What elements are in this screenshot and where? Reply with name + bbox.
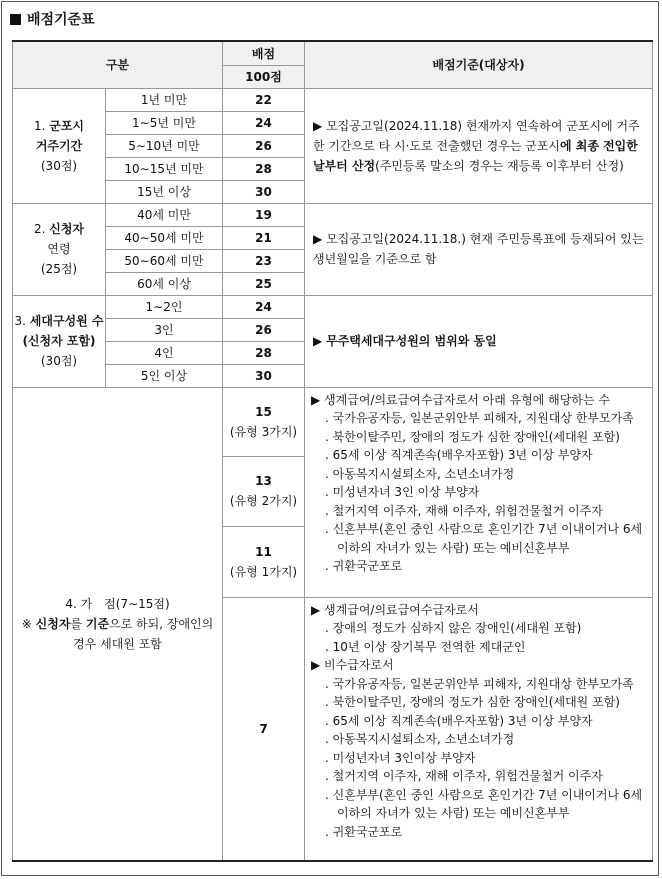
row-item: 1∼2인: [106, 295, 223, 318]
list-item: . 신혼부부(혼인 중인 사람으로 혼인기간 7년 이내이거나 6세: [325, 787, 643, 802]
list-item: . 아동복지시설퇴소자, 소년소녀가정: [325, 732, 515, 746]
bonus-score-7: 7: [223, 597, 305, 861]
table-row: [13, 295, 653, 318]
bonus-score-13: 13 (유형 2가지): [223, 456, 305, 526]
row-score: 24: [223, 111, 305, 134]
row-score: 26: [223, 318, 305, 341]
row-item: 40세 미만: [106, 203, 223, 226]
row-item: 3인: [106, 318, 223, 341]
list-item: . 국가유공자등, 일본군위안부 피해자, 지원대상 한부모가족: [325, 411, 634, 425]
score-table: [12, 40, 653, 862]
row-score: 25: [223, 272, 305, 295]
row-score: 30: [223, 180, 305, 203]
row-item: 15년 이상: [106, 180, 223, 203]
list-item: . 철거지역 이주자, 재해 이주자, 위험건물철거 이주자: [325, 769, 603, 783]
list-item: . 북한이탈주민, 장애의 정도가 심한 장애인(세대원 포함): [325, 429, 620, 444]
bonus-score-11: 11 (유형 1가지): [223, 526, 305, 597]
list-item: . 신혼부부(혼인 중인 사람으로 혼인기간 7년 이내이거나 6세: [325, 522, 643, 536]
row-item: 1∼5년 미만: [106, 111, 223, 134]
row-score: 21: [223, 226, 305, 249]
row-item: 5∼10년 미만: [106, 134, 223, 157]
bonus-score-15: 15 (유형 3가지): [223, 387, 305, 456]
row-item: 5인 이상: [106, 364, 223, 387]
section-residence-label: 1. 군포시 거주기간 (30점): [13, 88, 106, 203]
row-score: 22: [223, 88, 305, 111]
list-item-continued: 이하의 자녀가 있는 사람) 또는 예비신혼부부: [337, 540, 570, 555]
table-row: [13, 203, 653, 226]
section-household-criteria: ▶ 무주택세대구성원의 범위와 동일: [305, 295, 653, 387]
list-item: . 65세 이상 직계존속(배우자포함) 3년 이상 부양자: [325, 448, 593, 462]
section-household-label: 3. 세대구성원 수 (신청자 포함) (30점): [13, 295, 106, 387]
row-item: 1년 미만: [106, 88, 223, 111]
row-item: 40∼50세 미만: [106, 226, 223, 249]
list-item: . 장애의 정도가 심하지 않은 장애인(세대원 포함): [325, 621, 582, 635]
row-item: 10∼15년 미만: [106, 157, 223, 180]
list-item: . 귀환국군포로: [325, 824, 403, 839]
bonus-list-others: ▶ 생계급여/의료급여수급자로서 . 장애의 정도가 심하지 않은 장애인(세대원 포함) . 10년 이상 장기복무 전역한 제대군인 ▶ 비수급자로서 . 국가유공자등, 일본군위안부 피해자, 지원대상 한부모가족 . 북한이탈주민, 장애의 정도가 심한 장애인(세대원 포함) . 65세 이상 직계존속(배우자포함) 3년 이상 부양자 . 아동복지시설퇴소자, 소년소녀가정 . 미성년자녀 3인이상 부양자 . 철거지역 이주자, 재해 이주자, 위험건물철거 이주자 . 신혼부부(혼인 중인 사람으로 혼인기간 7년 이내이거나 6세 이하의 자녀가 있는 사람) 또는 예비신혼부부 . 귀환국군포로: [305, 597, 653, 861]
header-score-total: 100점: [223, 65, 305, 88]
row-item: 4인: [106, 341, 223, 364]
list-item: . 10년 이상 장기복무 전역한 제대군인: [325, 639, 526, 654]
list-item: . 국가유공자등, 일본군위안부 피해자, 지원대상 한부모가족: [325, 676, 634, 691]
row-score: 28: [223, 341, 305, 364]
row-score: 26: [223, 134, 305, 157]
row-score: 19: [223, 203, 305, 226]
section-age-criteria: ▶ 모집공고일(2024.11.18.) 현재 주민등록표에 등재되어 있는 생년월일을 기준으로 함: [305, 203, 653, 295]
section-age-label: 2. 신청자 연령 (25점): [13, 203, 106, 295]
list-item: . 아동복지시설퇴소자, 소년소녀가정: [325, 466, 515, 481]
row-score: 28: [223, 157, 305, 180]
section-residence-criteria: ▶ 모집공고일(2024.11.18) 현재까지 연속하여 군포시에 거주한 기간으로 타 시·도로 전출했던 경우는 군포시에 최종 전입한 날부터 산정(주민등록 말소의 경우는 재등록 이후부터 산정): [305, 88, 653, 203]
row-score: 24: [223, 295, 305, 318]
section-bonus-label: 4. 가 점(7∼15점) ※ 신청자를 기준으로 하되, 장애인의 경우 세대원 포함: [13, 387, 223, 861]
table-row: [13, 88, 653, 111]
table-row: [13, 387, 653, 456]
list-item: . 65세 이상 직계존속(배우자포함) 3년 이상 부양자: [325, 713, 593, 728]
square-bullet-icon: [10, 14, 21, 25]
row-item: 60세 이상: [106, 272, 223, 295]
bonus-list-recipients: ▶ 생계급여/의료급여수급자로서 아래 유형에 해당하는 수 . 국가유공자등, 일본군위안부 피해자, 지원대상 한부모가족 . 북한이탈주민, 장애의 정도가 심한 장애인(세대원 포함) . 65세 이상 직계존속(배우자포함) 3년 이상 부양자 . 아동복지시설퇴소자, 소년소녀가정 . 미성년자녀 3인 이상 부양자 . 철거지역 이주자, 재해 이주자, 위험건물철거 이주자 . 신혼부부(혼인 중인 사람으로 혼인기간 7년 이내이거나 6세 이하의 자녀가 있는 사람) 또는 예비신혼부부 . 귀환국군포로: [305, 387, 653, 597]
list-item: . 귀환국군포로: [325, 559, 403, 573]
page-title-text: 배점기준표: [27, 12, 95, 28]
list-item: . 미성년자녀 3인 이상 부양자: [325, 485, 480, 499]
row-item: 50∼60세 미만: [106, 249, 223, 272]
header-category: 구분: [13, 41, 223, 88]
row-score: 23: [223, 249, 305, 272]
list-item: . 미성년자녀 3인이상 부양자: [325, 750, 476, 765]
header-score: 배점: [223, 41, 305, 65]
list-item: . 철거지역 이주자, 재해 이주자, 위험건물철거 이주자: [325, 503, 603, 518]
list-item: . 북한이탈주민, 장애의 정도가 심한 장애인(세대원 포함): [325, 695, 620, 709]
header-criteria: 배점기준(대상자): [305, 41, 653, 88]
row-score: 30: [223, 364, 305, 387]
list-item-continued: 이하의 자녀가 있는 사람) 또는 예비신혼부부: [337, 806, 570, 820]
page-title: [10, 8, 95, 30]
